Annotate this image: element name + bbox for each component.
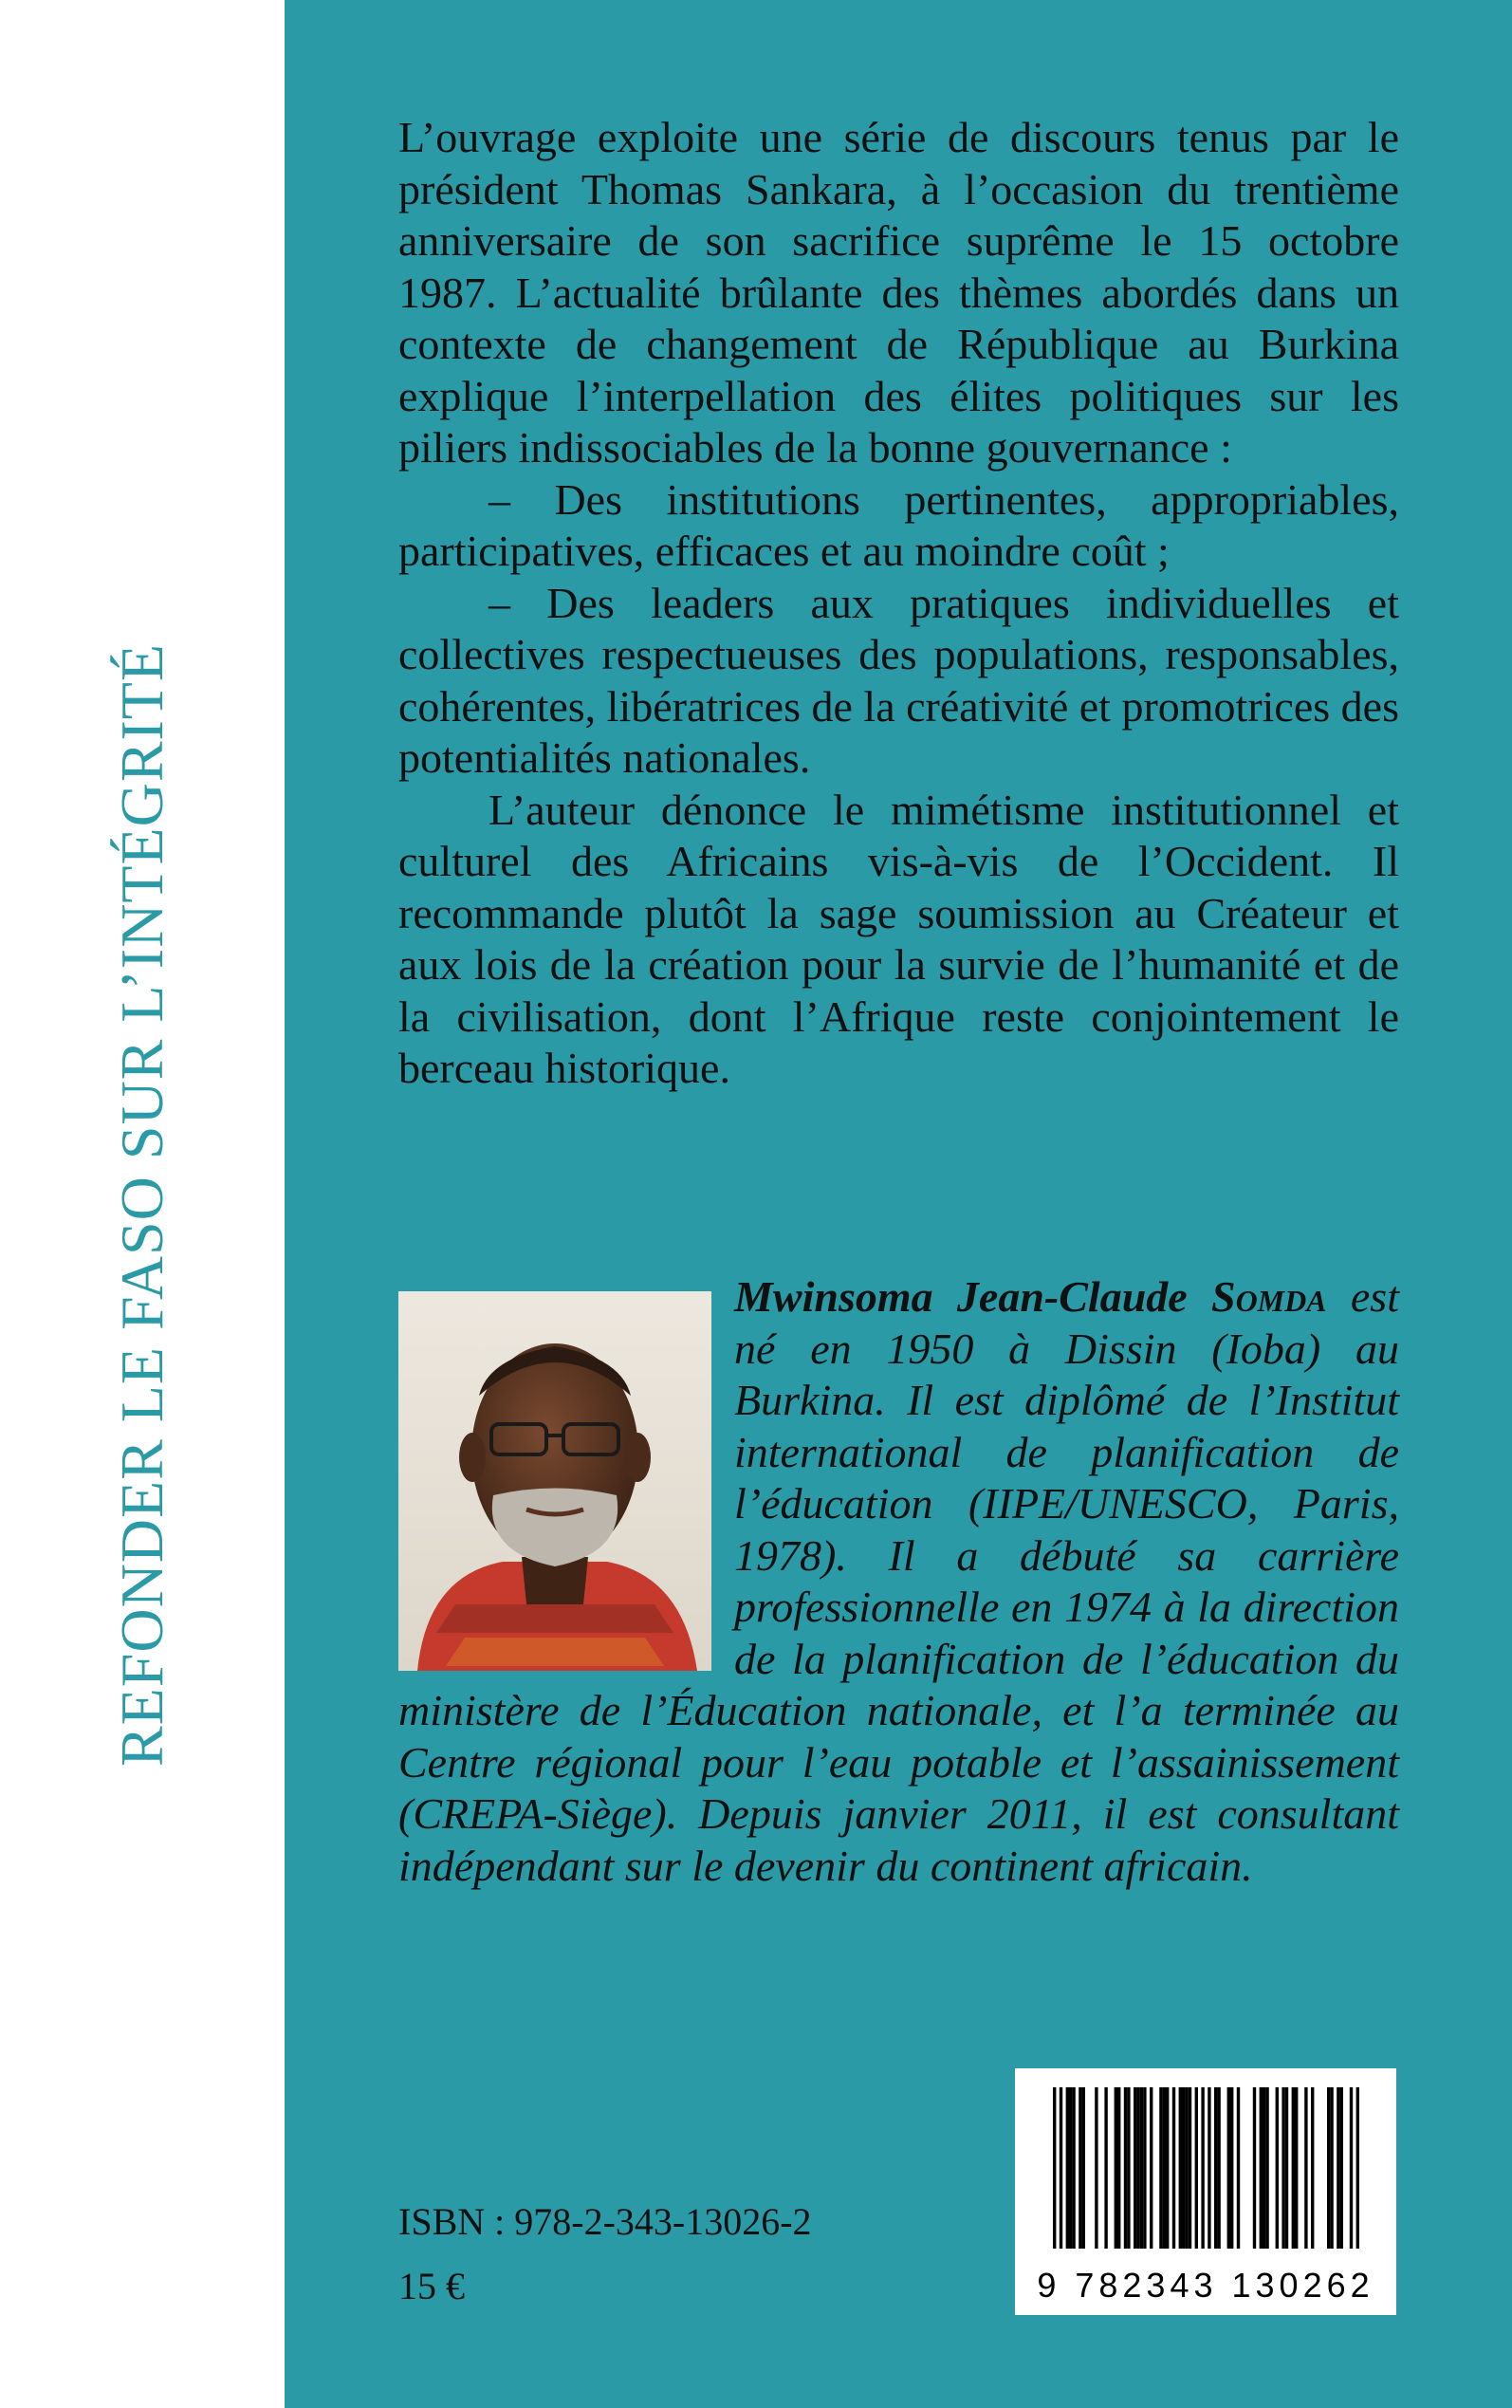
barcode-bar xyxy=(1340,2087,1343,2249)
barcode-bar xyxy=(1311,2087,1314,2249)
barcode-bar xyxy=(1330,2087,1333,2249)
barcode-bar xyxy=(1172,2087,1175,2249)
barcode-bar xyxy=(1208,2087,1210,2249)
barcode-bar xyxy=(1166,2087,1169,2249)
summary-list-item: – Des institutions pertinentes, appropriables, participatives, efficaces et au moindre coût ; xyxy=(398,474,1399,575)
summary-list-item: – Des leaders aux pratiques individuelles et collectives respectueuses des populations, responsables, cohérentes, libératrices de la créativité et promotrices des potentialités nationales. xyxy=(398,578,1399,782)
barcode-bar xyxy=(1134,2087,1136,2249)
barcode xyxy=(1015,2068,1396,2315)
barcode-bar xyxy=(1189,2087,1191,2249)
barcode-bar xyxy=(1201,2087,1204,2249)
spine xyxy=(0,0,285,2408)
barcode-bar xyxy=(1127,2087,1130,2249)
barcode-bar xyxy=(1337,2087,1339,2249)
barcode-bar xyxy=(1182,2087,1185,2249)
barcode-bar xyxy=(1260,2087,1263,2249)
barcode-bar xyxy=(1159,2087,1162,2249)
author-name: Mwinsoma Jean-Claude Somda xyxy=(734,1272,1327,1321)
barcode-bar xyxy=(1292,2087,1295,2249)
barcode-bar xyxy=(1060,2087,1062,2249)
barcode-bar xyxy=(1140,2087,1143,2249)
barcode-bar xyxy=(1079,2087,1081,2249)
barcode-bar xyxy=(1066,2087,1069,2249)
barcode-bar xyxy=(1195,2087,1198,2249)
barcode-bar xyxy=(1282,2087,1284,2249)
barcode-bar xyxy=(1217,2087,1220,2249)
barcode-bar xyxy=(1095,2087,1097,2249)
barcode-bar xyxy=(1253,2087,1256,2249)
barcode-bar xyxy=(1356,2087,1359,2249)
barcode-bar xyxy=(1115,2087,1117,2249)
author-portrait-image xyxy=(398,1291,711,1671)
summary-text xyxy=(398,112,1399,1095)
barcode-bar xyxy=(1163,2087,1166,2249)
barcode-bar xyxy=(1265,2087,1268,2249)
barcode-bar xyxy=(1230,2087,1233,2249)
barcode-bar xyxy=(1227,2087,1230,2249)
barcode-bar xyxy=(1082,2087,1085,2249)
barcode-bar xyxy=(1136,2087,1139,2249)
barcode-bar xyxy=(1304,2087,1307,2249)
barcode-bar xyxy=(1327,2087,1330,2249)
summary-paragraph: L’auteur dénonce le mimétisme institutionnel et culturel des Africains vis-à-vis de l’Occident. Il recommande plutôt la sage soumission au Créateur et aux lois de la création pour la survie de l’humanité et de la civilisation, dont l’Afrique reste conjointement le berceau historique. xyxy=(398,785,1399,1092)
barcode-bar xyxy=(1072,2087,1075,2249)
barcode-bar xyxy=(1214,2087,1217,2249)
price: 15 € xyxy=(398,2265,465,2307)
author-photo xyxy=(398,1291,711,1671)
spine-title: REFONDER LE FASO SUR L’INTÉGRITÉ xyxy=(108,642,175,1768)
barcode-digits: 9 782343 130262 xyxy=(1037,2266,1374,2305)
back-cover-panel xyxy=(285,0,1512,2408)
summary-paragraph: L’ouvrage exploite une série de discours tenus par le président Thomas Sankara, à l’occasion du trentième anniversaire de son sacrifice suprême le 15 octobre 1987. L’actualité brûlante des thèmes abordés dans un contexte de changement de République au Burkina explique l’interpellation des élites politiques sur les piliers indissociables de la bonne gouvernance : xyxy=(398,113,1399,472)
barcode-bar xyxy=(1263,2087,1265,2249)
barcode-bar xyxy=(1069,2087,1072,2249)
barcode-bar xyxy=(1117,2087,1120,2249)
barcode-bar xyxy=(1179,2087,1182,2249)
barcode-bar xyxy=(1185,2087,1188,2249)
author-bio xyxy=(398,1271,1399,1892)
barcode-bar xyxy=(1295,2087,1298,2249)
barcode-bar xyxy=(1053,2087,1056,2249)
barcode-bar xyxy=(1276,2087,1279,2249)
barcode-bar xyxy=(1237,2087,1240,2249)
barcode-bar xyxy=(1285,2087,1288,2249)
barcode-bar xyxy=(1350,2087,1353,2249)
author-bio-text: est né en 1950 à Dissin (Ioba) au Burkina. Il est diplômé de l’Institut international de planification de l’éducation (IIPE/UNESCO, Paris, 1978). Il a débuté sa carrière professionnelle en 1974 à la direction de la planification de l’éducation du ministère de l’Éducation nationale, et l’a terminée au Centre régional pour l’eau potable et l’assainissement (CREPA-Siège). Depuis janvier 2011, il est consultant indépendant sur le devenir du continent africain. xyxy=(398,1272,1399,1890)
barcode-bars xyxy=(1015,2068,1396,2268)
barcode-bar xyxy=(1143,2087,1146,2249)
barcode-bar xyxy=(1150,2087,1152,2249)
barcode-bar xyxy=(1124,2087,1127,2249)
isbn: ISBN : 978-2-343-13026-2 xyxy=(398,2200,812,2243)
barcode-bar xyxy=(1104,2087,1107,2249)
